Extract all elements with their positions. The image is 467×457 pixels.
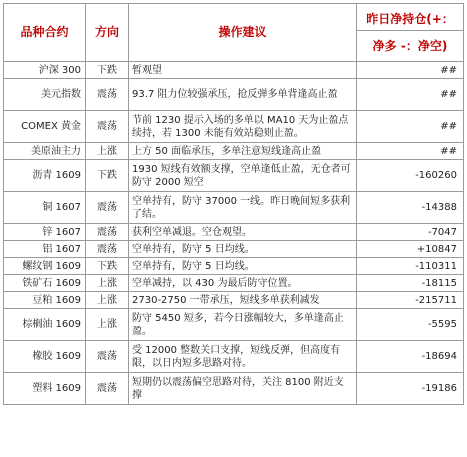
table-row	[4, 241, 464, 258]
table-row	[4, 111, 464, 143]
position-cell: -160260	[357, 160, 464, 192]
direction-cell: 上涨	[86, 292, 129, 309]
futures-advice-table	[3, 3, 464, 405]
table-row	[4, 309, 464, 341]
advice-cell: 93.7 阻力位较强承压，抢反弹多单背逢高止盈	[129, 79, 357, 111]
direction-cell: 震荡	[86, 192, 129, 224]
position-cell: -18694	[357, 341, 464, 373]
table-row	[4, 192, 464, 224]
header-holdings	[357, 4, 464, 62]
header-variety: 品种合约	[4, 4, 86, 62]
advice-cell: 获利空单减退。空仓观望。	[129, 224, 357, 241]
advice-cell: 节前 1230 提示入场的多单以 MA10 天为止盈点续持，若 1300 未能有效站稳则止盈。	[129, 111, 357, 143]
table-row	[4, 224, 464, 241]
variety-cell: 铝 1607	[4, 241, 86, 258]
position-cell: -5595	[357, 309, 464, 341]
table-row	[4, 341, 464, 373]
position-cell: ##	[357, 79, 464, 111]
advice-cell: 1930 短线有效额支撑，空单逢低止盈，无仓者可防守 2000 短空	[129, 160, 357, 192]
table-row	[4, 143, 464, 160]
variety-cell: 棕榈油 1609	[4, 309, 86, 341]
variety-cell: 螺纹钢 1609	[4, 258, 86, 275]
direction-cell: 下跌	[86, 258, 129, 275]
position-cell: -19186	[357, 373, 464, 405]
advice-cell: 短期仍以震荡偏空思路对待，关注 8100 附近支撑	[129, 373, 357, 405]
advice-cell: 空单持有，防守 37000 一线。昨日晚间短多获利了结。	[129, 192, 357, 224]
advice-cell: 受 12000 整数关口支撑，短线反弹，但高度有限，以日内短多思路对待。	[129, 341, 357, 373]
direction-cell: 震荡	[86, 341, 129, 373]
variety-cell: 美原油主力	[4, 143, 86, 160]
variety-cell: COMEX 黄金	[4, 111, 86, 143]
variety-cell: 沥青 1609	[4, 160, 86, 192]
table-row	[4, 258, 464, 275]
position-cell: +10847	[357, 241, 464, 258]
direction-cell: 上涨	[86, 275, 129, 292]
position-cell: -7047	[357, 224, 464, 241]
variety-cell: 塑料 1609	[4, 373, 86, 405]
advice-cell: 空单持有，防守 5 日均线。	[129, 241, 357, 258]
direction-cell: 下跌	[86, 62, 129, 79]
direction-cell: 震荡	[86, 241, 129, 258]
position-cell: -110311	[357, 258, 464, 275]
header-holdings-line2: 净多 -：净空)	[372, 39, 448, 53]
direction-cell: 上涨	[86, 143, 129, 160]
variety-cell: 美元指数	[4, 79, 86, 111]
table-row	[4, 79, 464, 111]
variety-cell: 铁矿石 1609	[4, 275, 86, 292]
header-direction: 方向	[86, 4, 129, 62]
advice-cell: 2730-2750 一带承压，短线多单获利减发	[129, 292, 357, 309]
advice-cell: 暂观望	[129, 62, 357, 79]
advice-cell: 上方 50 面临承压，多单注意短线逢高止盈	[129, 143, 357, 160]
position-cell: -18115	[357, 275, 464, 292]
position-cell: ##	[357, 62, 464, 79]
advice-cell: 防守 5450 短多，若今日涨幅较大，多单逢高止盈。	[129, 309, 357, 341]
position-cell: -14388	[357, 192, 464, 224]
variety-cell: 豆粕 1609	[4, 292, 86, 309]
variety-cell: 铜 1607	[4, 192, 86, 224]
direction-cell: 下跌	[86, 160, 129, 192]
direction-cell: 震荡	[86, 373, 129, 405]
direction-cell: 震荡	[86, 111, 129, 143]
position-cell: ##	[357, 143, 464, 160]
table-row	[4, 373, 464, 405]
direction-cell: 震荡	[86, 79, 129, 111]
table-row	[4, 62, 464, 79]
position-cell: ##	[357, 111, 464, 143]
direction-cell: 震荡	[86, 224, 129, 241]
header-holdings-line1: 昨日净持仓(+：	[357, 4, 463, 31]
advice-cell: 空单持有，防守 5 日均线。	[129, 258, 357, 275]
advice-cell: 空单减持，以 430 为最后防守位置。	[129, 275, 357, 292]
header-advice: 操作建议	[129, 4, 357, 62]
direction-cell: 上涨	[86, 309, 129, 341]
table-row	[4, 275, 464, 292]
variety-cell: 锌 1607	[4, 224, 86, 241]
table-row	[4, 292, 464, 309]
variety-cell: 沪深 300	[4, 62, 86, 79]
variety-cell: 橡胶 1609	[4, 341, 86, 373]
position-cell: -215711	[357, 292, 464, 309]
table-row	[4, 160, 464, 192]
table-header-row	[4, 4, 464, 62]
